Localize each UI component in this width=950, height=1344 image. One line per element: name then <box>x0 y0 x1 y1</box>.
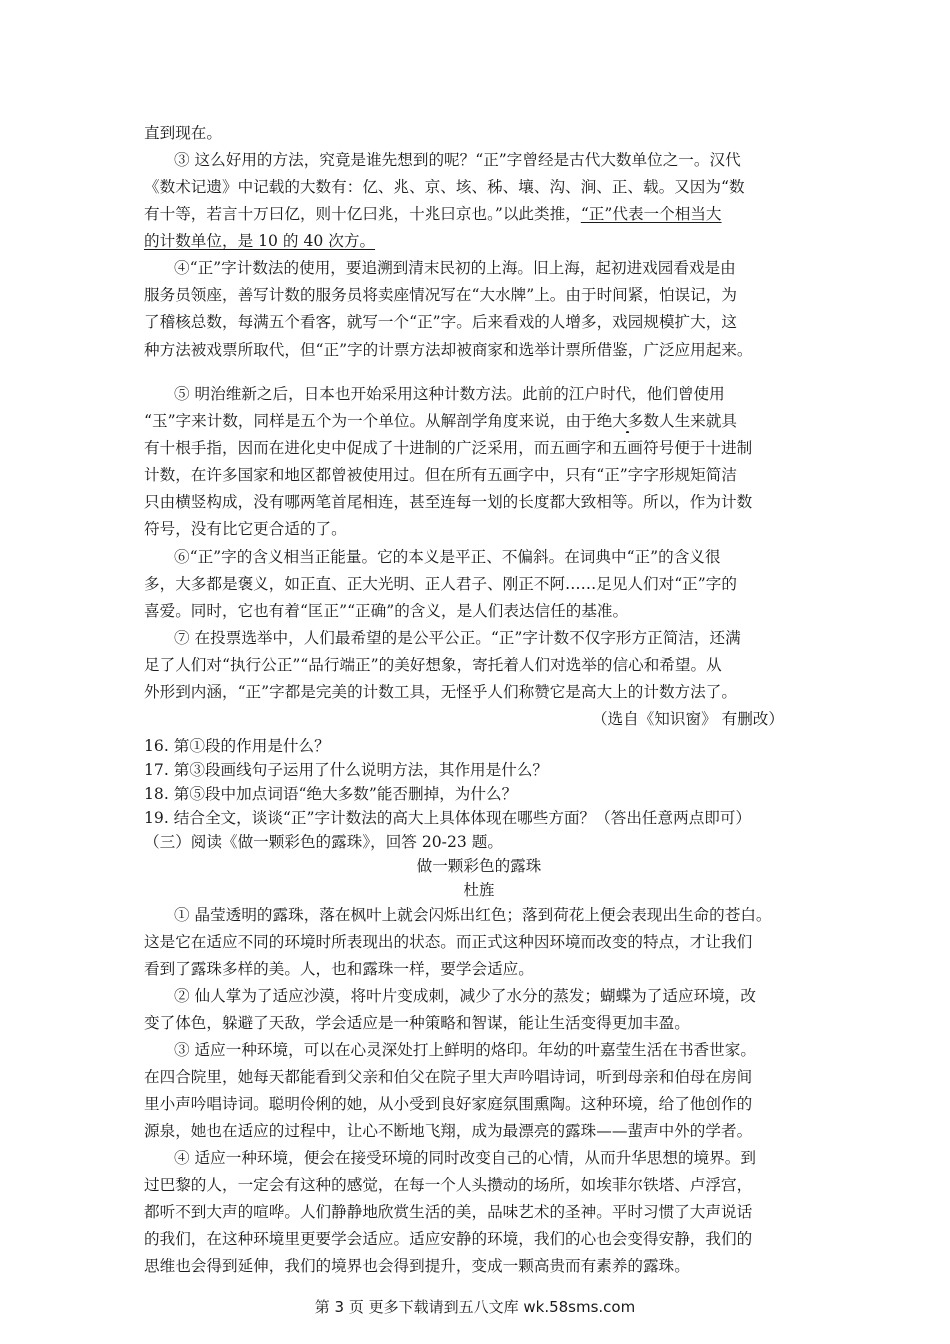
question-18: 18. 第⑤段中加点词语“绝大多数”能否删掉，为什么？ <box>144 785 518 803</box>
text-line: 外形到内涵，“正”字都是完美的计数工具，无怪乎人们称赞它是高大上的计数方法了。 <box>144 683 737 701</box>
article-paragraph-4-line: ④ 适应一种环境，便会在接受环境的同时改变自己的心情，从而升华思想的境界。到 <box>174 1149 756 1167</box>
text-line: 思维也会得到延伸，我们的境界也会得到提升，变成一颗高贵而有素养的露珠。 <box>144 1257 690 1275</box>
article-paragraph-2-line: ② 仙人掌为了适应沙漠，将叶片变成刺，减少了水分的蒸发；蝴蝶为了适应环境，改 <box>174 987 756 1005</box>
paragraph-6-line: ⑥“正”字的含义相当正能量。它的本义是平正、不偏斜。在词典中“正”的含义很 <box>174 548 721 566</box>
text-line: 有十根手指，因而在进化史中促成了十进制的广泛采用，而五画字和五画符号便于十进制 <box>144 439 753 457</box>
text-line: 服务员领座，善写计数的服务员将卖座情况写在“大水牌”上。由于时间紧，怕误记，为 <box>144 286 737 304</box>
text-line: 《数术记遗》中记载的大数有：亿、兆、京、垓、秭、壤、沟、涧、正、载。又因为“数 <box>144 178 745 196</box>
question-19: 19. 结合全文，谈谈“正”字计数法的高大上具体体现在哪些方面？（答出任意两点即可） <box>144 809 752 827</box>
text-line: 只由横竖构成，没有哪两笔首尾相连，甚至连每一划的长度都大致相等。所以，作为计数 <box>144 493 753 511</box>
text-span: “玉”字来计数，同样是五个为一个单位。从解剖学角度来说，由于 <box>144 412 597 430</box>
page-footer: 第 3 页 更多下载请到五八文库 wk.58sms.com <box>314 1298 636 1316</box>
text-span: 人生来就具 <box>658 412 737 430</box>
text-line: 种方法被戏票所取代，但“正”字的计票方法却被商家和选举计票所借鉴，广泛应用起来。 <box>144 341 753 359</box>
text-line: 足了人们对“执行公正”“品行端正”的美好想象，寄托着人们对选举的信心和希望。从 <box>144 656 722 674</box>
underlined-sentence: 的计数单位，是 10 的 40 次方。 <box>144 232 376 250</box>
question-17: 17. 第③段画线句子运用了什么说明方法，其作用是什么？ <box>144 761 549 779</box>
text-line: 变了体色，躲避了天敌，学会适应是一种策略和智谋，能让生活变得更加丰盈。 <box>144 1014 690 1032</box>
text-line <box>144 229 814 253</box>
text-line: 多，大多都是褒义，如正直、正大光明、正人君子、刚正不阿……足见人们对“正”字的 <box>144 575 737 593</box>
source-note: （选自《知识窗》 有删改） <box>591 710 784 728</box>
text-line: 计数，在许多国家和地区都曾被使用过。但在所有五画字中，只有“正”字字形规矩简洁 <box>144 466 737 484</box>
text-line: 源泉，她也在适应的过程中，让心不断地飞翔，成为最漂亮的露珠——蜚声中外的学者。 <box>144 1122 753 1140</box>
text-line: 过巴黎的人，一定会有这种的感觉，在每一个人头攒动的场所，如埃菲尔铁塔、卢浮宫， <box>144 1176 753 1194</box>
paragraph-4-line: ④“正”字计数法的使用，要追溯到清末民初的上海。旧上海，起初进戏园看戏是由 <box>174 259 736 277</box>
article-paragraph-3-line: ③ 适应一种环境，可以在心灵深处打上鲜明的烙印。年幼的叶嘉莹生活在书香世家。 <box>174 1041 756 1059</box>
article-paragraph-1-line: ① 晶莹透明的露珠，落在枫叶上就会闪烁出红色；落到荷花上便会表现出生命的苍白。 <box>174 906 772 924</box>
text-line: 喜爱。同时，它也有着“匡正”“正确”的含义，是人们表达信任的基准。 <box>144 602 629 620</box>
text-line: 这是它在适应不同的环境时所表现出的状态。而正式这种因环境而改变的特点，才让我们 <box>144 933 753 951</box>
text-line: 直到现在。 <box>144 124 222 142</box>
text-line <box>144 202 814 226</box>
section-heading: （三）阅读《做一颗彩色的露珠》，回答 20-23 题。 <box>144 833 503 851</box>
text-line: 里小声吟唱诗词。聪明伶俐的她，从小受到良好家庭氛围熏陶。这种环境，给了他创作的 <box>144 1095 753 1113</box>
text-line: 在四合院里，她每天都能看到父亲和伯父在院子里大声吟唱诗词，听到母亲和伯母在房间 <box>144 1068 753 1086</box>
question-16: 16. 第①段的作用是什么？ <box>144 737 330 755</box>
dotted-word: 绝大多数 <box>596 412 659 430</box>
text-line: 看到了露珠多样的美。人，也和露珠一样，要学会适应。 <box>144 960 534 978</box>
text-line: 了稽核总数，每满五个看客，就写一个“正”字。后来看戏的人增多，戏园规模扩大，这 <box>144 313 737 331</box>
underlined-sentence: “正”代表一个相当大 <box>580 205 722 223</box>
text-line: 都听不到大声的喧哗。人们静静地欣赏生活的美，品味艺术的圣神。平时习惯了大声说话 <box>144 1203 753 1221</box>
paragraph-7-line: ⑦ 在投票选举中，人们最希望的是公平公正。“正”字计数不仅字形方正简洁，还满 <box>174 629 741 647</box>
text-line <box>144 409 814 433</box>
paragraph-5-line: ⑤ 明治维新之后，日本也开始采用这种计数方法。此前的江户时代，他们曾使用 <box>174 385 725 403</box>
article-author: 杜旌 <box>463 881 495 899</box>
paragraph-3-line: ③ 这么好用的方法，究竟是谁先想到的呢？“正”字曾经是古代大数单位之一。汉代 <box>174 151 741 169</box>
text-line: 符号，没有比它更合适的了。 <box>144 520 347 538</box>
text-span: 有十等，若言十万曰亿，则十亿曰兆，十兆曰京也。”以此类推， <box>144 205 581 223</box>
text-line: 的我们，在这种环境里更要学会适应。适应安静的环境，我们的心也会变得安静，我们的 <box>144 1230 753 1248</box>
article-title: 做一颗彩色的露珠 <box>416 857 542 875</box>
